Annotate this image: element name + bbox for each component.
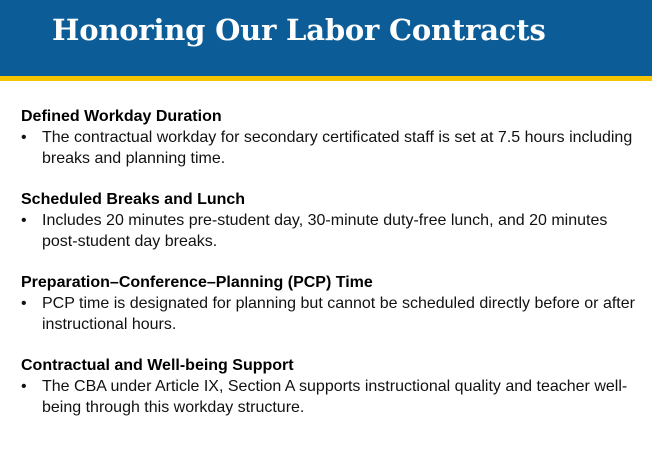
- title-banner-accent-stripe: [0, 76, 652, 81]
- bullet-item: [21, 293, 641, 335]
- section-contractual-and-well-being-support: [21, 355, 641, 418]
- bullet-text: Includes 20 minutes pre-student day, 30-minute duty-free lunch, and 20 minutes post-student day breaks.: [42, 212, 608, 250]
- bullet-marker: •: [21, 212, 27, 229]
- section-heading: Contractual and Well-being Support: [21, 357, 294, 374]
- content-body: [21, 106, 641, 438]
- bullet-text: The CBA under Article IX, Section A supports instructional quality and teacher well-being through this workday structure.: [42, 378, 628, 416]
- page-title: Honoring Our Labor Contracts: [52, 13, 546, 47]
- bullet-marker: •: [21, 378, 27, 395]
- title-banner: [0, 0, 652, 76]
- section-heading: Defined Workday Duration: [21, 108, 222, 125]
- section-defined-workday-duration: [21, 106, 641, 169]
- bullet-marker: •: [21, 129, 27, 146]
- bullet-item: [21, 127, 641, 169]
- bullet-item: [21, 210, 641, 252]
- section-heading: Scheduled Breaks and Lunch: [21, 191, 246, 208]
- bullet-text: PCP time is designated for planning but cannot be scheduled directly before or after instructional hours.: [42, 295, 635, 333]
- section-heading: Preparation–Conference–Planning (PCP) Time: [21, 274, 373, 291]
- section-scheduled-breaks-and-lunch: [21, 189, 641, 252]
- bullet-text: The contractual workday for secondary certificated staff is set at 7.5 hours including breaks and planning time.: [42, 129, 633, 167]
- bullet-marker: •: [21, 295, 27, 312]
- section-pcp-time: [21, 272, 641, 335]
- bullet-item: [21, 376, 641, 418]
